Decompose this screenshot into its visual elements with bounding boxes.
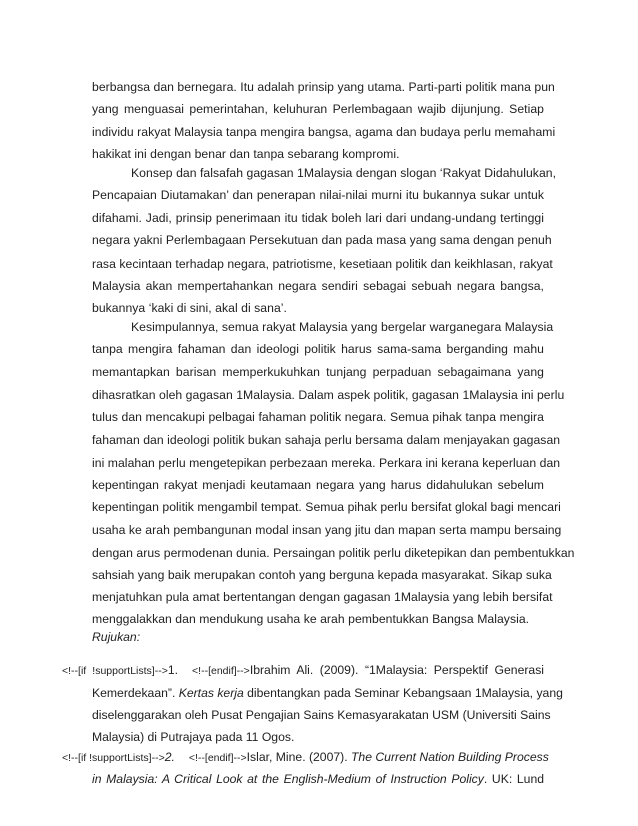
body-line: berbangsa dan bernegara. Itu adalah prinsip yang utama. Parti-parti politik mana pun bbox=[92, 80, 555, 94]
body-line: yang menguasai pemerintahan, keluhuran Perlembagaan wajib dijunjung. Setiap bbox=[92, 102, 544, 116]
body-line: dihasratkan oleh gagasan 1Malaysia. Dalam aspek politik, gagasan 1Malaysia ini perlu bbox=[92, 388, 565, 402]
body-line: kepentingan politik mengambil tempat. Semua pihak perlu bersifat glokal bagi mencari bbox=[92, 500, 561, 514]
reference-text: Ibrahim Ali. (2009). “1Malaysia: Perspektif Generasi bbox=[249, 663, 544, 677]
body-line: tanpa mengira fahaman dan ideologi politik harus sama-sama berganding mahu bbox=[92, 342, 544, 356]
body-line: memantapkan barisan memperkukuhkan tunjang perpaduan sebagaimana yang bbox=[92, 365, 544, 379]
body-line: difahami. Jadi, prinsip penerimaan itu tidak boleh lari dari undang-undang tertinggi bbox=[92, 211, 544, 225]
list-comment-start: <!--[if !supportLists]--> bbox=[62, 665, 168, 677]
body-line: Konsep dan falsafah gagasan 1Malaysia dengan slogan ‘Rakyat Didahulukan, bbox=[131, 166, 557, 180]
body-line: fahaman dan ideologi politik bukan sahaja perlu bersama dalam menjayakan gagasan bbox=[92, 433, 561, 447]
body-line: menggalakkan dan mendukung usaha ke arah pembentukkan Bangsa Malaysia. bbox=[92, 612, 530, 626]
reference-line bbox=[92, 685, 563, 701]
list-comment-end: <!--[endif]--> bbox=[188, 752, 247, 764]
body-line: Pencapaian Diutamakan’ dan penerapan nilai-nilai murni itu bukannya sukar untuk bbox=[92, 188, 544, 202]
list-comment-end: <!--[endif]--> bbox=[192, 665, 250, 677]
reference-item bbox=[62, 662, 544, 679]
body-line: sahsiah yang baik merupakan contoh yang berguna kepada masyarakat. Sikap suka bbox=[92, 568, 552, 582]
body-line: rasa kecintaan terhadap negara, patriotisme, kesetiaan politik dan keikhlasan, rakyat bbox=[92, 257, 553, 271]
reference-line bbox=[92, 771, 544, 787]
reference-line: diselenggarakan oleh Pusat Pengajian Sains Kemasyarakatan USM (Universiti Sains bbox=[92, 708, 551, 722]
body-line: Kesimpulannya, semua rakyat Malaysia yang bergelar warganegara Malaysia bbox=[131, 320, 554, 334]
body-line: dengan arus permodenan dunia. Persaingan politik perlu diketepikan dan pembentukkan bbox=[92, 546, 575, 560]
body-line: individu rakyat Malaysia tanpa mengira bangsa, agama dan budaya perlu memahami bbox=[92, 125, 556, 139]
body-line: bukannya ‘kaki di sini, akal di sana’. bbox=[92, 301, 287, 315]
body-line: menjatuhkan pula amat bertentangan dengan gagasan 1Malaysia yang lebih bersifat bbox=[92, 590, 553, 604]
reference-item bbox=[62, 749, 549, 766]
body-line: tulus dan mencakupi pelbagai fahaman politik negara. Semua pihak tanpa mengira bbox=[92, 410, 544, 424]
body-line: usaha ke arah pembangunan modal insan yang jitu dan mapan serta mampu bersaing bbox=[92, 523, 562, 537]
reference-text: Kemerdekaan”. bbox=[92, 686, 176, 700]
body-line: kepentingan rakyat menjadi keutamaan negara yang harus didahulukan sebelum bbox=[92, 478, 544, 492]
references-heading: Rujukan: bbox=[92, 630, 141, 644]
reference-text: . UK: Lund bbox=[483, 772, 544, 786]
body-line: hakikat ini dengan benar dan tanpa sebarang kompromi. bbox=[92, 147, 400, 161]
body-line: ini malahan perlu mengetepikan perbezaan mereka. Perkara ini kerana keperluan dan bbox=[92, 456, 561, 470]
reference-number: 1. bbox=[167, 663, 179, 677]
body-line: Malaysia akan mempertahankan negara sendiri sebagai sebuah negara bangsa, bbox=[92, 279, 544, 293]
reference-text: dibentangkan pada Seminar Kebangsaan 1Malaysia, yang bbox=[247, 686, 563, 700]
body-line: negara yakni Perlembagaan Persekutuan dan pada masa yang sama dengan penuh bbox=[92, 233, 552, 247]
reference-number: 2. bbox=[164, 750, 175, 764]
reference-italic-text: in Malaysia: A Critical Look at the English-Medium of Instruction Policy bbox=[92, 772, 484, 786]
reference-line: Malaysia) di Putrajaya pada 11 Ogos. bbox=[92, 730, 295, 744]
reference-text: Islar, Mine. (2007). bbox=[246, 750, 348, 764]
reference-italic-text: The Current Nation Building Process bbox=[350, 750, 549, 764]
reference-italic-text: Kertas kerja bbox=[178, 686, 244, 700]
list-comment-start: <!--[if !supportLists]--> bbox=[62, 752, 165, 764]
